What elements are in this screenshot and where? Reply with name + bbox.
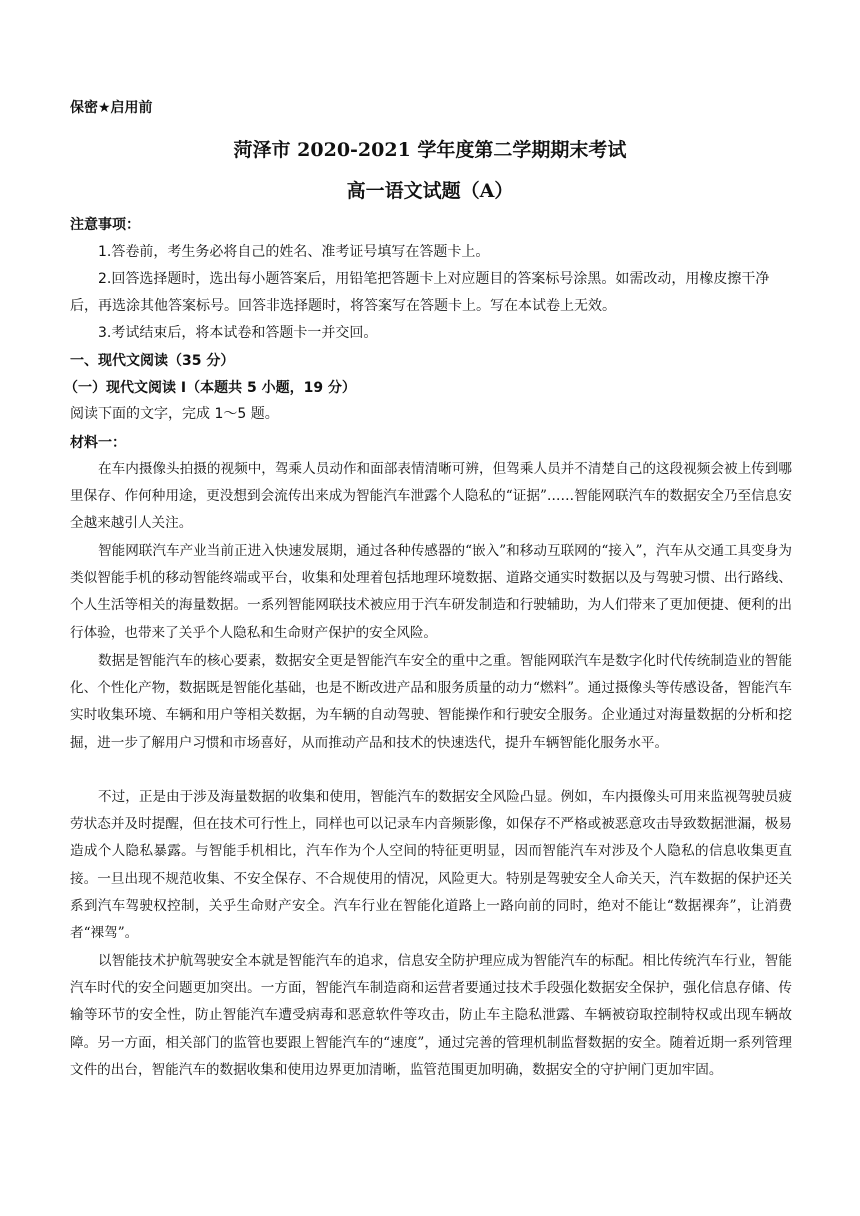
- paragraph-4: 不过，正是由于涉及海量数据的收集和使用，智能汽车的数据安全风险凸显。例如，车内摄像头可用来监视驾驶员疲劳状态并及时提醒，但在技术可行性上，同样也可以记录车内音频影像，如保存不严格或被恶意攻击导致数据泄漏，极易造成个人隐私暴露。与智能手机相比，汽车作为个人空间的特征更明显，因而智能汽车对涉及个人隐私的信息收集更直接。一旦出现不规范收集、不安全保存、不合规使用的情况，风险更大。特别是驾驶安全人命关天，汽车数据的保护还关系到汽车驾驶权控制，关乎生命财产安全。汽车行业在智能化道路上一路向前的同时，绝对不能让“数据裸奔”，让消费者“裸驾”。: [70, 789, 792, 942]
- section-heading: 一、现代文阅读（35 分）: [70, 353, 235, 369]
- paragraph-3: 数据是智能汽车的核心要素，数据安全更是智能汽车安全的重中之重。智能网联汽车是数字化时代传统制造业的智能化、个性化产物，数据既是智能化基础，也是不断改进产品和服务质量的动力“燃料”。通过摄像头等传感设备，智能汽车实时收集环境、车辆和用户等相关数据，为车辆的自动驾驶、智能操作和行驶安全服务。企业通过对海量数据的分析和挖掘，进一步了解用户习惯和市场喜好，从而推动产品和技术的快速迭代，提升车辆智能化服务水平。: [70, 653, 792, 751]
- reading-instruction: 阅读下面的文字，完成 1～5 题。: [70, 406, 279, 422]
- paragraph-5: 以智能技术护航驾驶安全本就是智能汽车的追求，信息安全防护理应成为智能汽车的标配。相比传统汽车行业，智能汽车时代的安全问题更加突出。一方面，智能汽车制造商和运营者要通过技术手段强化数据安全保护，强化信息存储、传输等环节的安全性，防止智能汽车遭受病毒和恶意软件等攻击，防止车主隐私泄露、车辆被窃取控制特权或出现车辆故障。另一方面，相关部门的监管也要跟上智能汽车的“速度”，通过完善的管理机制监督数据的安全。随着近期一系列管理文件的出台，智能汽车的数据收集和使用边界更加清晰，监管范围更加明确，数据安全的守护闸门更加牢固。: [70, 953, 792, 1078]
- exam-subtitle: 高一语文试题（A）: [346, 180, 514, 202]
- notice-heading: 注意事项：: [70, 217, 140, 233]
- paragraph-1: 在车内摄像头拍摄的视频中，驾乘人员动作和面部表情清晰可辨，但驾乘人员并不清楚自己的这段视频会被上传到哪里保存、作何种用途，更没想到会流传出来成为智能汽车泄露个人隐私的“证据”……智能网联汽车的数据安全乃至信息安全越来越引人关注。: [70, 461, 792, 532]
- exam-title: 菏泽市 2020-2021 学年度第二学期期末考试: [233, 139, 627, 161]
- notice-item-2: 2.回答选择题时，选出每小题答案后，用铅笔把答题卡上对应题目的答案标号涂黑。如需改动，用橡皮擦干净后，再选涂其他答案标号。回答非选择题时，将答案写在答题卡上。写在本试卷上无效。: [70, 271, 770, 314]
- notice-item-1: 1.答卷前，考生务必将自己的姓名、准考证号填写在答题卡上。: [98, 244, 490, 260]
- material-label: 材料一：: [70, 435, 126, 451]
- notice-item-3: 3.考试结束后，将本试卷和答题卡一并交回。: [98, 325, 378, 341]
- paragraph-2: 智能网联汽车产业当前正进入快速发展期，通过各种传感器的“嵌入”和移动互联网的“接入”，汽车从交通工具变身为类似智能手机的移动智能终端或平台，收集和处理着包括地理环境数据、道路交通实时数据以及与驾驶习惯、出行路线、个人生活等相关的海量数据。一系列智能网联技术被应用于汽车研发制造和行驶辅助，为人们带来了更加便捷、便利的出行体验，也带来了关乎个人隐私和生命财产保护的安全风险。: [70, 543, 792, 641]
- subsection-heading: （一）现代文阅读 I（本题共 5 小题，19 分）: [64, 380, 356, 396]
- confidential-label: 保密★启用前: [70, 100, 153, 116]
